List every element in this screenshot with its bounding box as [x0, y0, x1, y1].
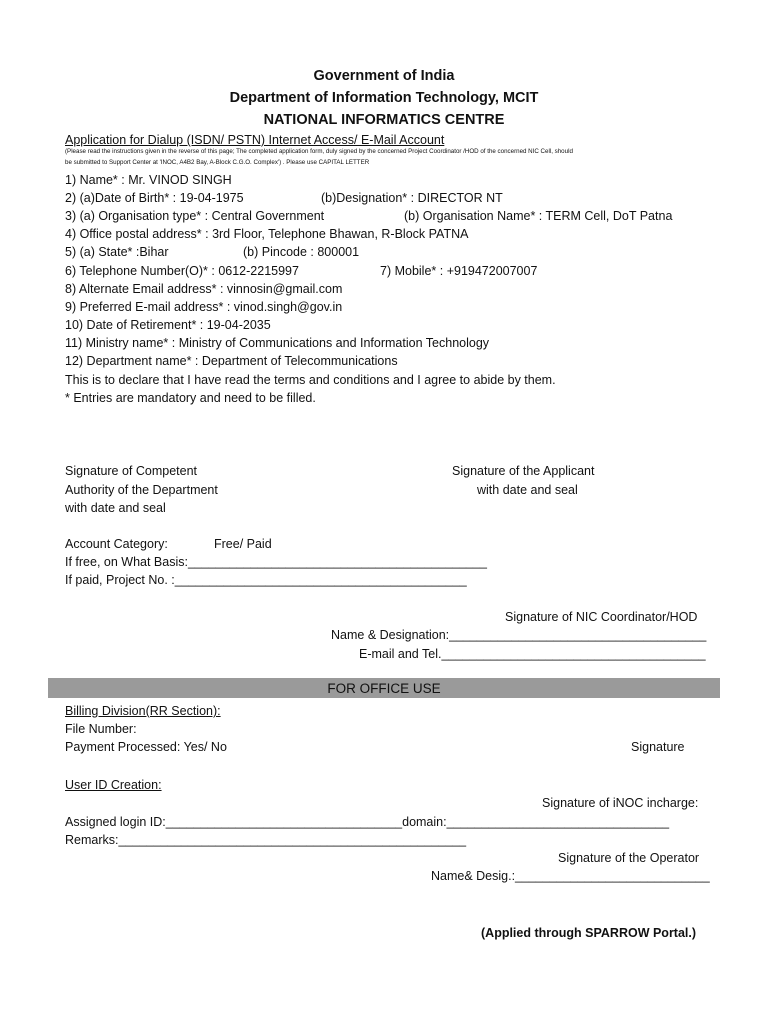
user-id-creation: User ID Creation:	[65, 778, 162, 792]
if-free-basis: If free, on What Basis:___________________________________________	[65, 555, 487, 569]
field-pref-email: 9) Preferred E-mail address* : vinod.singh@gov.in	[65, 300, 343, 314]
assigned-login: Assigned login ID:__________________________________domain:________________________________	[65, 815, 670, 829]
coordinator-name-designation: Name & Designation:_____________________________________	[331, 628, 707, 642]
authority-signature-line3: with date and seal	[65, 501, 166, 515]
field-office-address: 4) Office postal address* : 3rd Floor, Telephone Bhawan, R-Block PATNA	[65, 227, 469, 241]
account-category-value: Free/ Paid	[214, 537, 272, 551]
field-pincode: (b) Pincode : 800001	[243, 245, 360, 259]
header-department: Department of Information Technology, MCIT	[229, 90, 539, 106]
field-department: 12) Department name* : Department of Telecommunications	[65, 354, 398, 368]
inoc-signature: Signature of iNOC incharge:	[542, 796, 699, 810]
header-nic: NATIONAL INFORMATICS CENTRE	[263, 112, 505, 128]
operator-name-desig: Name& Desig.:____________________________	[431, 869, 710, 883]
field-retirement: 10) Date of Retirement* : 19-04-2035	[65, 318, 271, 332]
authority-signature-line2: Authority of the Department	[65, 483, 218, 497]
field-dob: 2) (a)Date of Birth* : 19-04-1975	[65, 191, 244, 205]
field-name: 1) Name* : Mr. VINOD SINGH	[65, 173, 232, 187]
field-alt-email: 8) Alternate Email address* : vinnosin@gmail.com	[65, 282, 343, 296]
declaration: This is to declare that I have read the terms and conditions and I agree to abide by them.	[65, 373, 556, 387]
instructions-line1: (Please read the instructions given in the reverse of this page; The completed application form, duly signed by the concerned Project Coordinator /HOD of the concerned NIC Cell, should	[65, 148, 573, 155]
field-telephone: 6) Telephone Number(O)* : 0612-2215997	[65, 264, 299, 278]
payment-processed: Payment Processed: Yes/ No	[65, 740, 227, 754]
coordinator-email-tel: E-mail and Tel.______________________________________	[359, 647, 706, 661]
office-use-heading: FOR OFFICE USE	[327, 681, 441, 696]
field-org-type: 3) (a) Organisation type* : Central Government	[65, 209, 325, 223]
if-paid-project: If paid, Project No. :__________________________________________	[65, 573, 467, 587]
field-ministry: 11) Ministry name* : Ministry of Communications and Information Technology	[65, 336, 490, 350]
operator-signature: Signature of the Operator	[558, 851, 700, 865]
payment-signature: Signature	[631, 740, 685, 754]
applicant-signature-line1: Signature of the Applicant	[452, 464, 595, 478]
footer-note: (Applied through SPARROW Portal.)	[481, 926, 697, 940]
billing-division: Billing Division(RR Section):	[65, 704, 221, 718]
instructions-line2: be submitted to Support Center at 'INOC, A4B2 Bay, A-Block C.G.O. Complex') . Please use CAPITAL LETTER	[65, 159, 370, 166]
field-designation: (b)Designation* : DIRECTOR NT	[321, 191, 503, 205]
office-use-bar	[48, 678, 720, 698]
account-category-label: Account Category:	[65, 537, 168, 551]
field-mobile: 7) Mobile* : +919472007007	[380, 264, 538, 278]
field-org-name: (b) Organisation Name* : TERM Cell, DoT Patna	[404, 209, 673, 223]
mandatory-note: * Entries are mandatory and need to be filled.	[65, 391, 316, 405]
application-title: Application for Dialup (ISDN/ PSTN) Internet Access/ E-Mail Account	[65, 133, 445, 147]
applicant-signature-line2: with date and seal	[477, 483, 578, 497]
field-state: 5) (a) State* :Bihar	[65, 245, 169, 259]
header-government: Government of India	[313, 68, 455, 84]
coordinator-signature: Signature of NIC Coordinator/HOD	[505, 610, 698, 624]
file-number: File Number:	[65, 722, 137, 736]
authority-signature-line1: Signature of Competent	[65, 464, 198, 478]
remarks: Remarks:__________________________________________________	[65, 833, 467, 847]
